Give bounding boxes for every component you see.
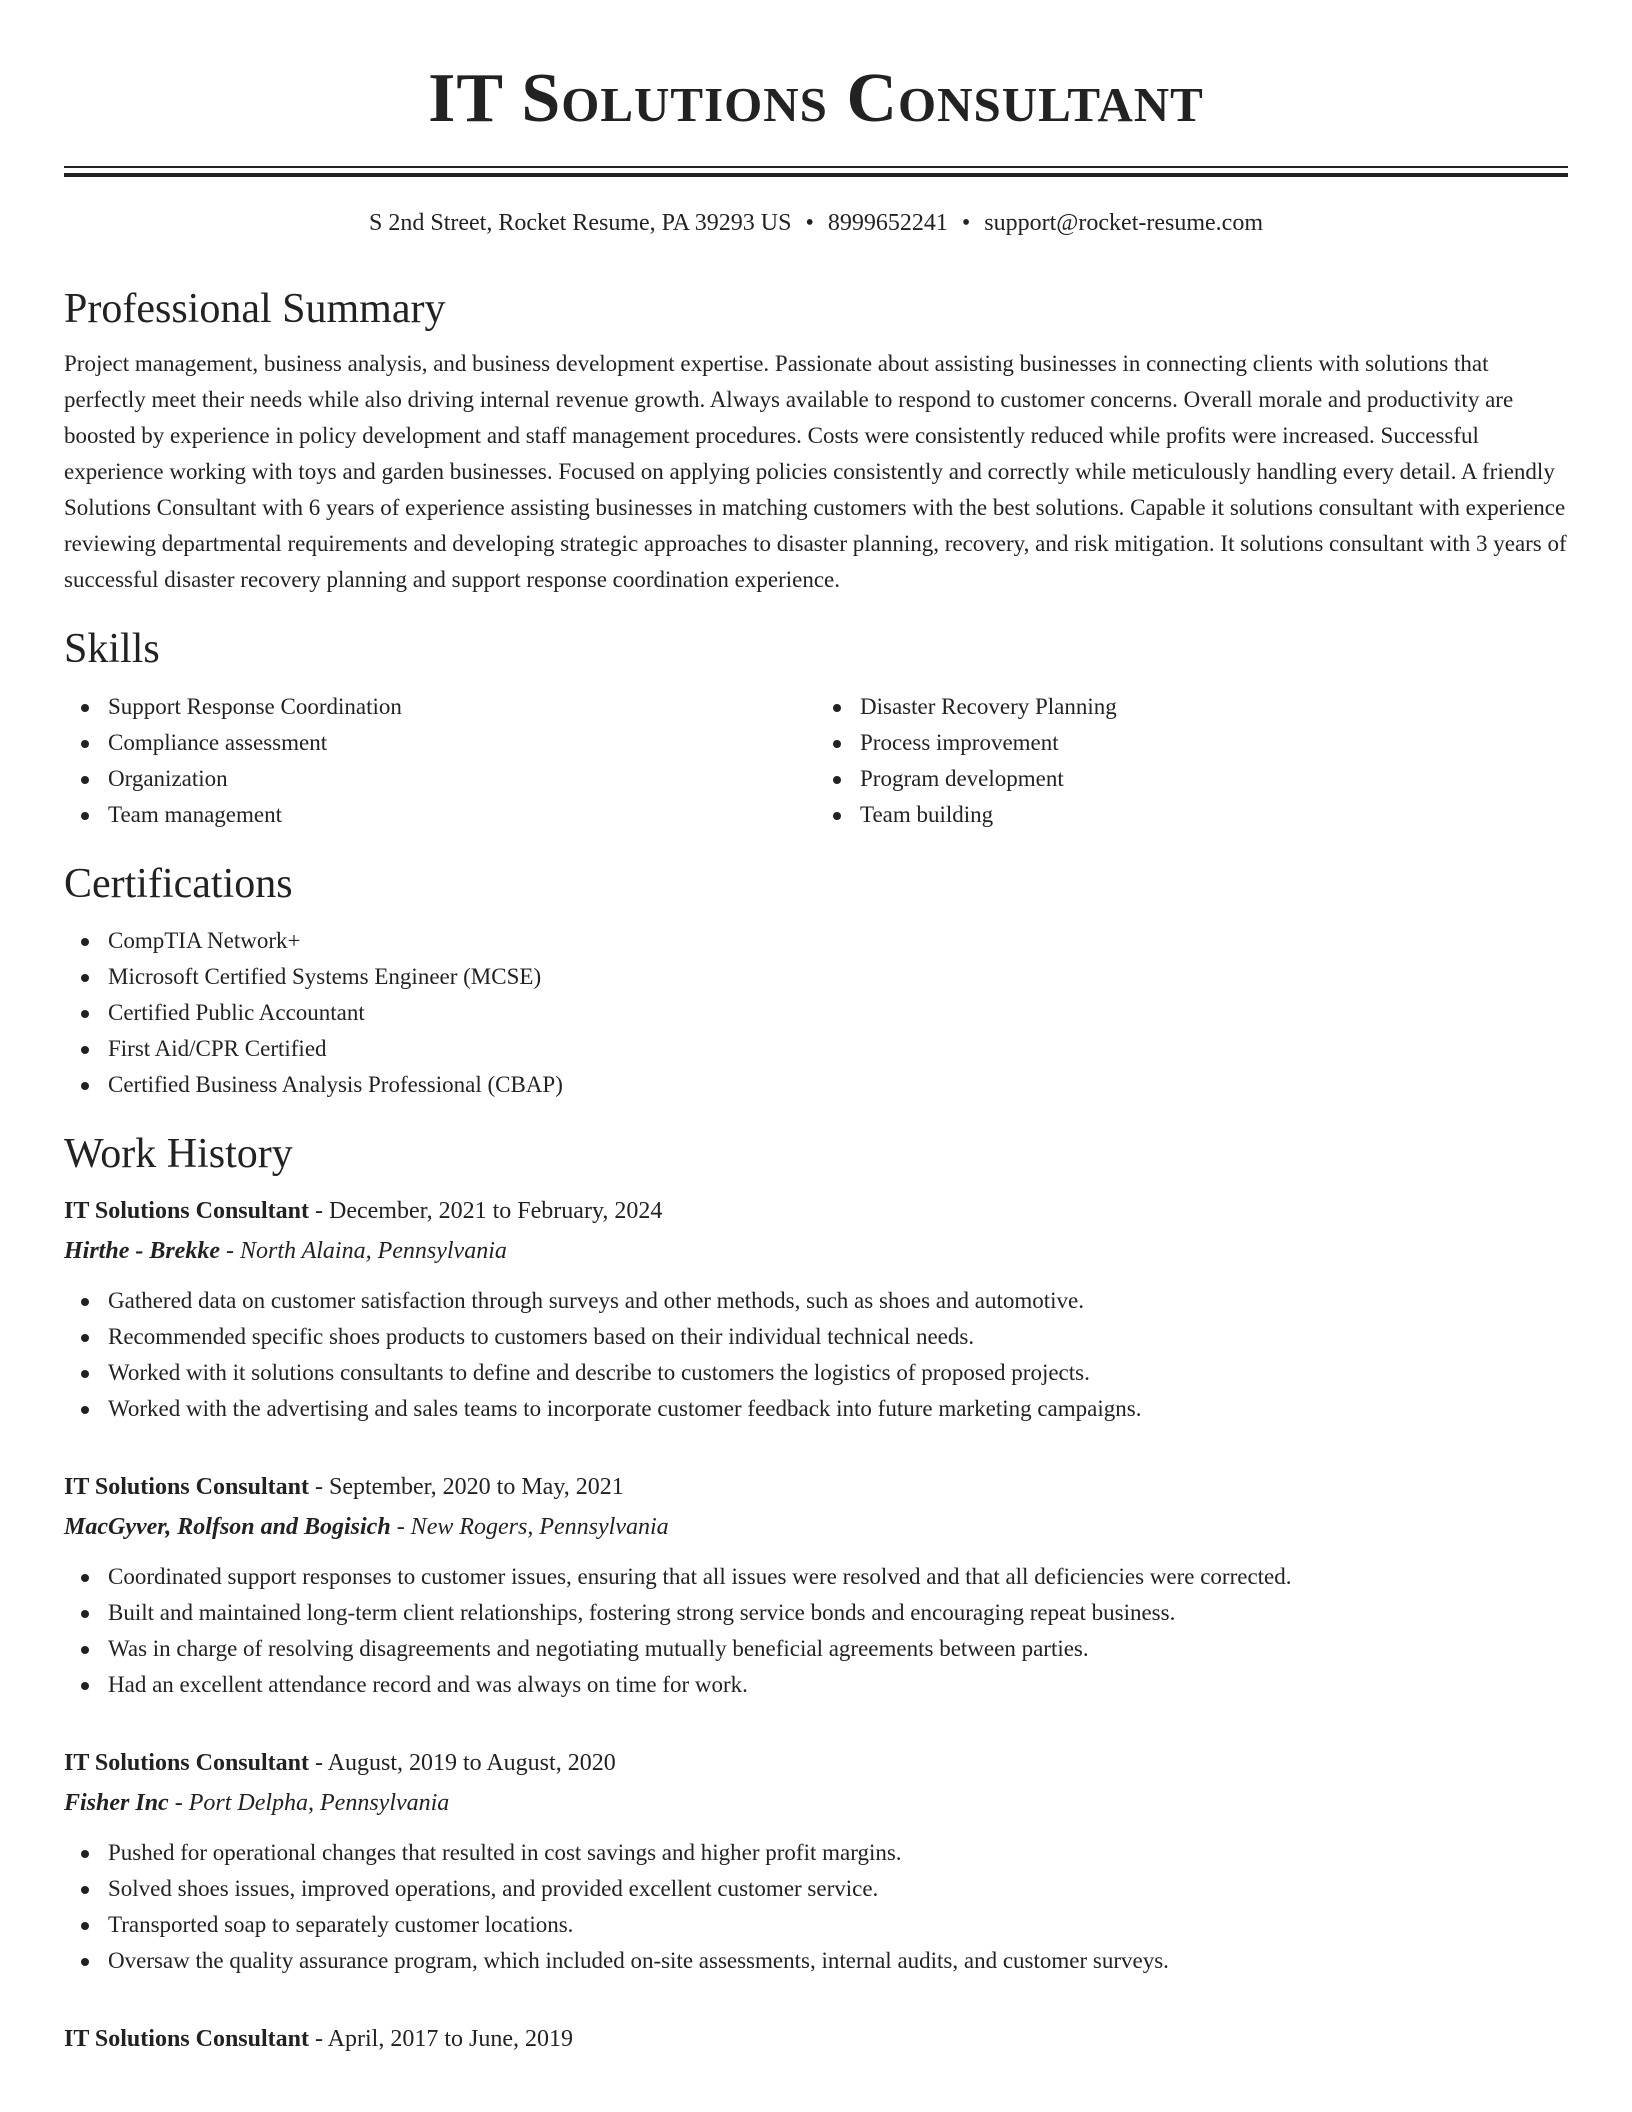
section-heading-work-history: Work History [64, 1130, 293, 1177]
job-company-line [64, 1231, 1568, 1271]
contact-separator: • [805, 210, 814, 236]
summary-text: Project management, business analysis, and business development expertise. Passionate about assisting businesses in connecting clients with solutions that perfectly meet their needs while also driving internal revenue growth. Always available to respond to customer concerns. Overall morale and productivity are boosted by experience in policy development and staff management procedures. Costs were consistently reduced while profits were increased. Successful experience working with toys and garden businesses. Focused on applying policies consistently and correctly while meticulously handling every detail. A friendly Solutions Consultant with 6 years of experience assisting businesses in matching customers with the best solutions. Capable it solutions consultant with experience reviewing departmental requirements and developing strategic approaches to disaster planning, recovery, and risk mitigation. It solutions consultant with 3 years of successful disaster recovery planning and support response coordination experience. [64, 351, 1567, 593]
skill-item: Compliance assessment [64, 725, 816, 761]
skills-column-left [64, 689, 816, 833]
contact-email: support@rocket-resume.com [984, 210, 1263, 236]
job-duty: Worked with the advertising and sales teams to incorporate customer feedback into future marketing campaigns. [64, 1391, 1568, 1427]
job-title: IT Solutions Consultant [64, 1750, 309, 1777]
job-location: - New Rogers, Pennsylvania [390, 1514, 669, 1541]
contact-line [64, 209, 1568, 238]
job-company-line [64, 1507, 1568, 1547]
job-duty: Was in charge of resolving disagreements and negotiating mutually beneficial agreements between parties. [64, 1631, 1568, 1667]
resume-title: IT Solutions Consultant [428, 60, 1204, 137]
job-duty: Gathered data on customer satisfaction through surveys and other methods, such as shoes and automotive. [64, 1283, 1568, 1319]
job-location: - North Alaina, Pennsylvania [220, 1238, 507, 1265]
job-title: IT Solutions Consultant [64, 1474, 309, 1501]
job-duty: Worked with it solutions consultants to define and describe to customers the logistics of proposed projects. [64, 1355, 1568, 1391]
section-heading-skills: Skills [64, 626, 160, 673]
certification-item: Certified Business Analysis Professional (CBAP) [64, 1067, 1568, 1103]
job-duties-list [64, 1559, 1568, 1703]
section-heading-certifications: Certifications [64, 860, 293, 907]
title-divider [64, 166, 1568, 177]
job-company: MacGyver, Rolfson and Bogisich [64, 1514, 391, 1541]
job-header [64, 2019, 1568, 2059]
contact-address: S 2nd Street, Rocket Resume, PA 39293 US [369, 210, 792, 236]
certification-item: Certified Public Accountant [64, 995, 1568, 1031]
job-location: - Port Delpha, Pennsylvania [168, 1790, 450, 1817]
certification-item: Microsoft Certified Systems Engineer (MCSE) [64, 959, 1568, 995]
job-title: IT Solutions Consultant [64, 1198, 309, 1225]
job-duty: Transported soap to separately customer locations. [64, 1907, 1568, 1943]
skill-item: Program development [816, 761, 1568, 797]
job-dates: - September, 2020 to May, 2021 [309, 1474, 624, 1501]
skill-item: Organization [64, 761, 816, 797]
job-header [64, 1467, 1568, 1507]
contact-separator: • [961, 210, 971, 236]
job-entry [64, 2019, 1568, 2059]
certification-item: CompTIA Network+ [64, 923, 1568, 959]
job-duty: Oversaw the quality assurance program, which included on-site assessments, internal audits, and customer surveys. [64, 1943, 1568, 1979]
skill-item: Team management [64, 797, 816, 833]
job-company-line [64, 1783, 1568, 1823]
job-duties-list [64, 1835, 1568, 1979]
job-dates: - August, 2019 to August, 2020 [309, 1750, 616, 1777]
job-dates: - April, 2017 to June, 2019 [309, 2026, 573, 2053]
section-heading-summary: Professional Summary [64, 285, 446, 332]
job-entry [64, 1743, 1568, 1979]
certification-item: First Aid/CPR Certified [64, 1031, 1568, 1067]
job-company: Hirthe - Brekke [64, 1238, 220, 1265]
skills-list [64, 689, 1568, 833]
job-duty: Built and maintained long-term client relationships, fostering strong service bonds and encouraging repeat business. [64, 1595, 1568, 1631]
skills-column-right [816, 689, 1568, 833]
job-title: IT Solutions Consultant [64, 2026, 309, 2053]
job-duty: Coordinated support responses to customer issues, ensuring that all issues were resolved and that all deficiencies were corrected. [64, 1559, 1568, 1595]
skill-item: Team building [816, 797, 1568, 833]
job-duty: Pushed for operational changes that resulted in cost savings and higher profit margins. [64, 1835, 1568, 1871]
skill-item: Process improvement [816, 725, 1568, 761]
certifications-list [64, 923, 1568, 1103]
contact-phone: 8999652241 [827, 210, 948, 236]
job-entry [64, 1467, 1568, 1703]
job-duty: Solved shoes issues, improved operations, and provided excellent customer service. [64, 1871, 1568, 1907]
skill-item: Disaster Recovery Planning [816, 689, 1568, 725]
job-header [64, 1191, 1568, 1231]
job-header [64, 1743, 1568, 1783]
job-entry [64, 1191, 1568, 1427]
job-duties-list [64, 1283, 1568, 1427]
resume-page [64, 0, 1568, 2099]
skill-item: Support Response Coordination [64, 689, 816, 725]
job-dates: - December, 2021 to February, 2024 [309, 1198, 663, 1225]
job-company: Fisher Inc [64, 1790, 169, 1817]
job-duty: Had an excellent attendance record and was always on time for work. [64, 1667, 1568, 1703]
job-duty: Recommended specific shoes products to customers based on their individual technical needs. [64, 1319, 1568, 1355]
